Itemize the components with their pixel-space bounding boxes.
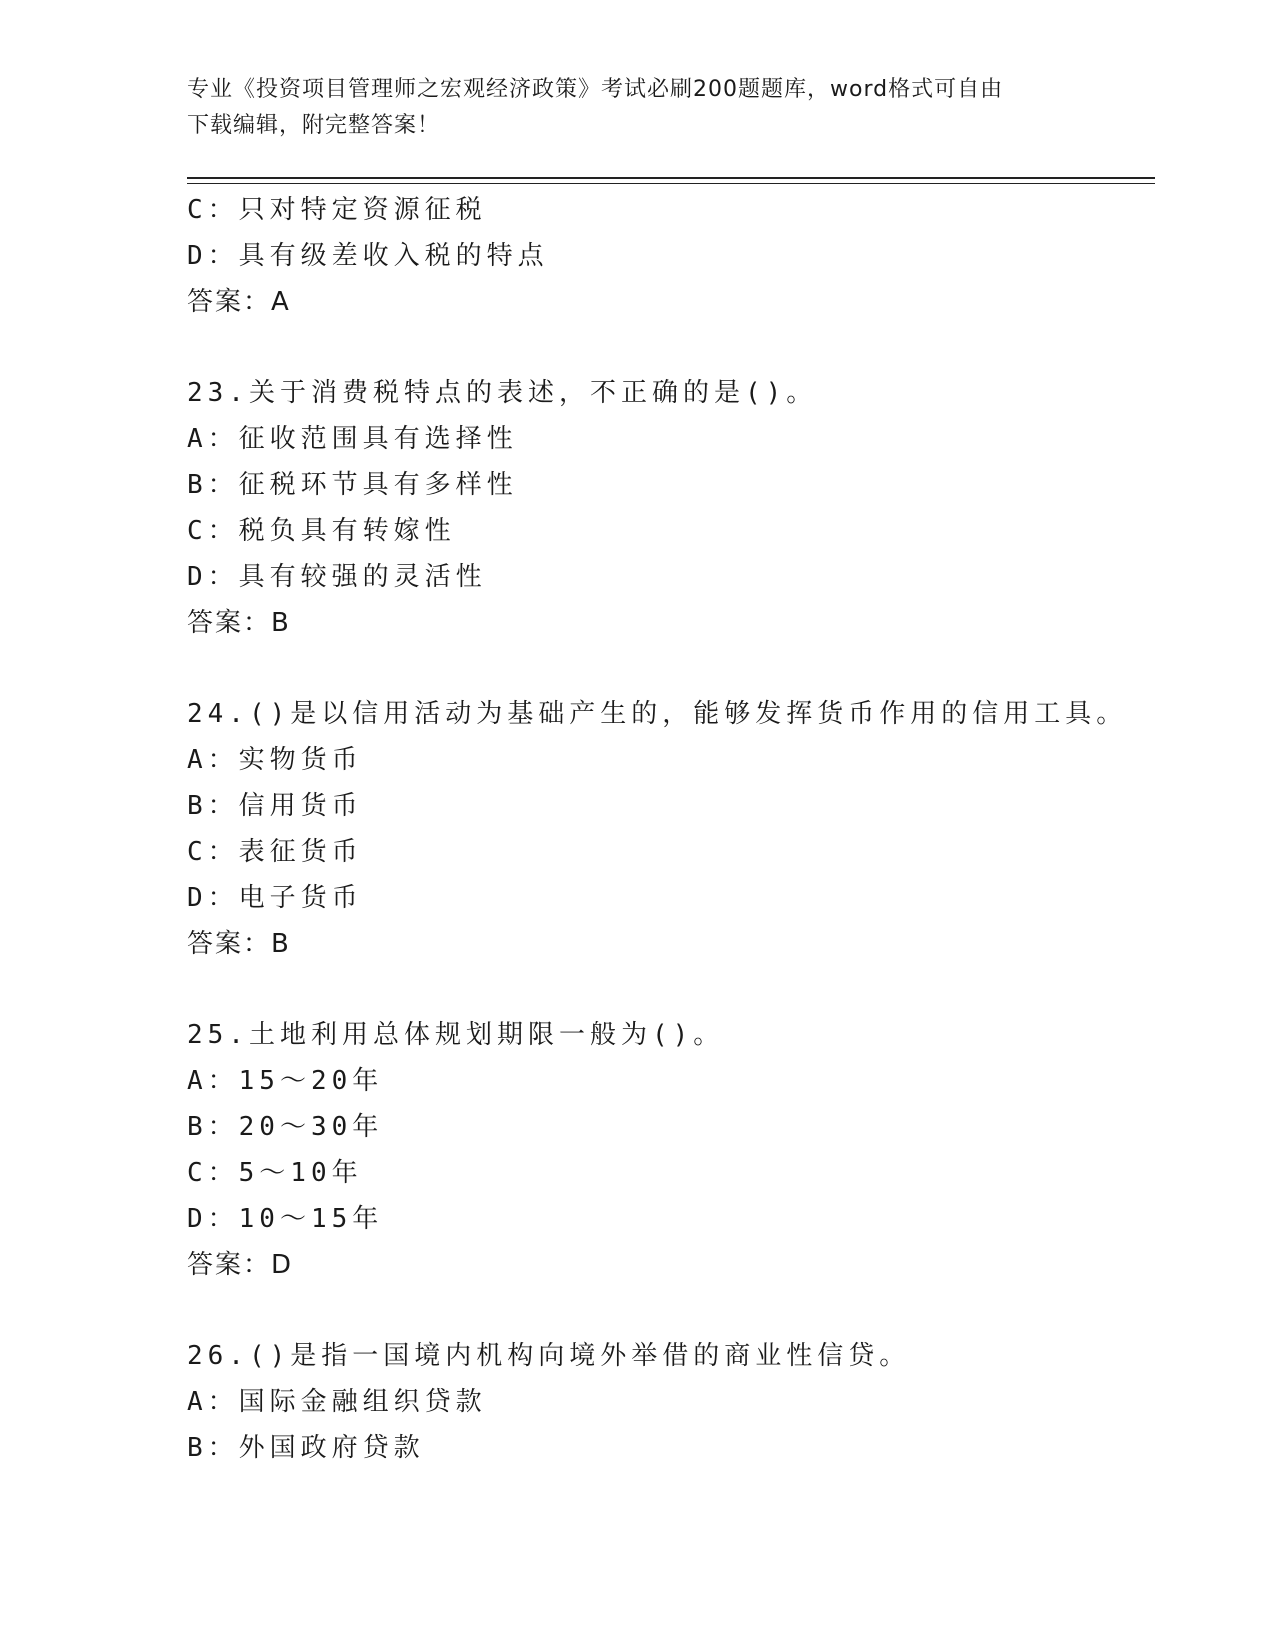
question-25: 25.土地利用总体规划期限一般为()。	[187, 1020, 725, 1050]
document-header	[187, 72, 1067, 144]
question-23: 23.关于消费税特点的表述，不正确的是()。	[187, 378, 818, 408]
option-a: A：征收范围具有选择性	[187, 424, 518, 454]
option-b: B：外国政府贷款	[187, 1433, 425, 1463]
header-rule-thick	[187, 177, 1155, 179]
answer-line: 答案：D	[187, 1250, 294, 1280]
option-d: D：电子货币	[187, 883, 363, 913]
option-b: B：征税环节具有多样性	[187, 470, 518, 500]
option-d: D：具有较强的灵活性	[187, 562, 487, 592]
option-b: B：信用货币	[187, 791, 363, 821]
document-body	[187, 187, 1155, 1471]
option-c: C：税负具有转嫁性	[187, 516, 456, 546]
answer-line: 答案：A	[187, 287, 291, 317]
option-a: A：实物货币	[187, 745, 363, 775]
option-a: A：15～20年	[187, 1066, 384, 1096]
option-b: B：20～30年	[187, 1112, 384, 1142]
answer-line: 答案：B	[187, 929, 291, 959]
option-c: C：只对特定资源征税	[187, 195, 487, 225]
header-line-1: 专业《投资项目管理师之宏观经济政策》考试必刷200题题库，word格式可自由	[187, 77, 1004, 102]
option-c: C：5～10年	[187, 1158, 363, 1188]
option-c: C：表征货币	[187, 837, 363, 867]
header-line-2: 下载编辑，附完整答案！	[187, 113, 441, 138]
option-d: D：10～15年	[187, 1204, 384, 1234]
header-rule-thin	[187, 183, 1155, 184]
option-a: A：国际金融组织贷款	[187, 1387, 487, 1417]
option-d: D：具有级差收入税的特点	[187, 241, 549, 271]
answer-line: 答案：B	[187, 608, 291, 638]
question-26: 26.()是指一国境内机构向境外举借的商业性信贷。	[187, 1341, 911, 1371]
question-24: 24.()是以信用活动为基础产生的，能够发挥货币作用的信用工具。	[187, 699, 1128, 729]
